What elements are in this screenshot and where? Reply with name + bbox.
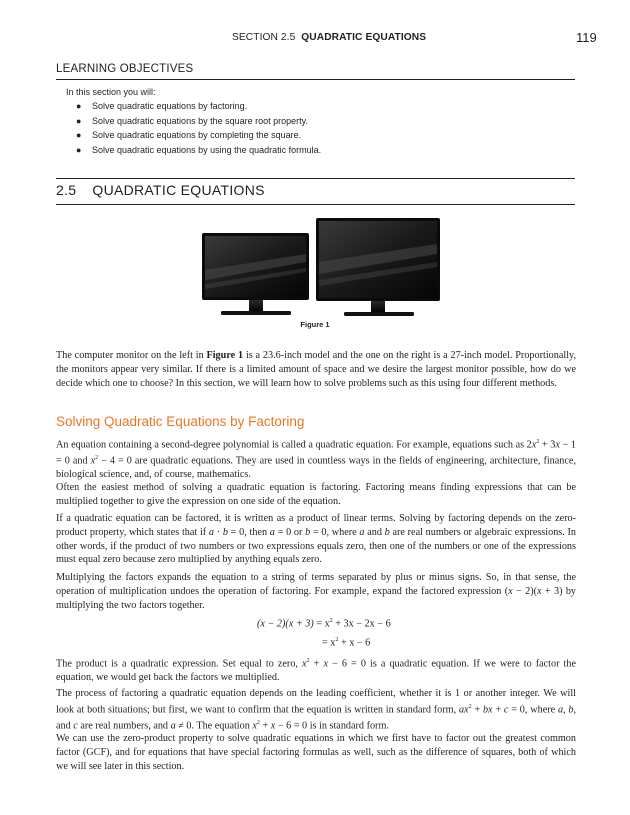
figure-monitors	[0, 210, 630, 335]
bullet-icon: ●	[76, 144, 82, 155]
list-item	[56, 101, 575, 111]
p6-text-f: , and	[56, 704, 577, 732]
running-header-section	[232, 32, 426, 43]
section-title-text: QUADRATIC EQUATIONS	[92, 182, 265, 198]
exponent: 2	[335, 637, 339, 644]
p3-text-f: and	[364, 526, 385, 538]
objective-text: Solve quadratic equations by completing the square.	[92, 130, 302, 141]
p5-text-b: +	[309, 658, 324, 670]
var-x: x	[555, 439, 560, 451]
p3-text-e: = 0, where	[310, 526, 360, 538]
exponent: 2	[536, 439, 540, 445]
p1-text-d: − 4 = 0 are quadratic equations. They are used in countless ways in the fields of engineering, architecture, finance, biological science, and, of course, mathematics.	[56, 455, 576, 481]
learning-objectives-box	[56, 83, 575, 159]
learning-objectives-list	[56, 101, 575, 155]
p1-text-c: − 1 = 0 and	[56, 439, 576, 467]
p6-text-c: +	[492, 704, 504, 716]
equation-right: = x	[316, 618, 330, 630]
monitors-illustration	[0, 210, 630, 335]
p2-text: Often the easiest method of solving a quadratic equation is factoring. Factoring means finding expressions that can be multiplied together to give the expression on one side of the equation.	[56, 482, 576, 507]
paragraph-7	[56, 732, 576, 773]
header-section-prefix: SECTION 2.5	[232, 32, 296, 43]
list-item	[56, 145, 575, 155]
list-item	[56, 116, 575, 126]
expansion-equation	[257, 613, 391, 652]
var-x: x	[302, 658, 307, 670]
p6-text-d: = 0, where	[508, 704, 558, 716]
p6-text-b: +	[471, 704, 483, 716]
paragraph-4	[56, 571, 576, 612]
running-header	[0, 30, 630, 48]
var-x: x	[323, 658, 328, 670]
subsection-title: Solving Quadratic Equations by Factoring	[56, 414, 305, 429]
equation-left: (x − 2)(x + 3)	[257, 618, 314, 630]
page-number: 119	[576, 30, 597, 45]
p3-text-g: are real numbers or algebraic expressions. In other words, if the product of two numbers or two expressions equals zero, then one of the numbers or one of the expressions must equal zero because zero multiplied by anything equals zero.	[56, 526, 577, 566]
equation-right: = x	[322, 637, 336, 649]
p6-text-h: ≠ 0. The equation	[175, 720, 253, 732]
var-a: a	[359, 526, 365, 538]
var-b: b	[482, 704, 489, 716]
paragraph-5	[56, 655, 576, 685]
var-b: b	[568, 704, 574, 716]
equation-row-2	[257, 632, 391, 651]
section-title	[56, 182, 265, 198]
figure-caption: Figure 1	[300, 320, 330, 329]
paragraph-3	[56, 512, 576, 567]
var-x: x	[488, 704, 493, 716]
p3-text-d: = 0 or	[274, 526, 306, 538]
learning-objectives-intro: In this section you will:	[66, 87, 156, 97]
bullet-icon: ●	[76, 115, 82, 126]
p3-text-b: ·	[214, 526, 223, 538]
var-a: a	[557, 704, 564, 716]
section-number: 2.5	[56, 182, 77, 198]
var-x: x	[531, 439, 537, 451]
figure-reference: Figure 1	[206, 350, 244, 361]
p7-text: We can use the zero-product property to solve quadratic equations in which we first have to factor out the greatest common factor (GCF), and for equations that have special factoring formulas as well, such as the difference of squares, both of which we will see later in this section.	[56, 733, 576, 772]
learning-objectives-title: LEARNING OBJECTIVES	[56, 63, 194, 75]
objective-text: Solve quadratic equations by the square root property.	[92, 115, 308, 126]
list-item	[56, 130, 575, 140]
var-x: x	[536, 585, 542, 597]
p6-text-e: ,	[563, 704, 569, 716]
p4-text-c: + 3) by multiplying the two factors together.	[56, 585, 577, 611]
p4-text-a: Multiplying the factors expands the equation to a string of terms separated by plus or minus signs. So, in that sense, the operation of multiplication undoes the operation of factoring. For example, expand the factored expression (	[56, 572, 576, 597]
p1-text-b: + 3	[539, 439, 556, 451]
var-a: a	[208, 526, 214, 538]
var-x: x	[464, 704, 469, 716]
var-b: b	[384, 526, 390, 538]
bullet-icon: ●	[76, 130, 82, 141]
equation-row-1	[257, 613, 391, 632]
section-rule-top	[56, 178, 575, 179]
right-monitor-icon	[316, 218, 440, 316]
var-a: a	[458, 704, 465, 716]
equation-right-b: + 3x − 2x − 6	[332, 618, 391, 630]
var-a: a	[170, 720, 176, 732]
exponent: 2	[256, 719, 260, 726]
objective-text: Solve quadratic equations by using the quadratic formula.	[92, 144, 322, 155]
var-c: c	[503, 704, 509, 716]
p6-text-j: − 6 = 0 is in standard form.	[275, 720, 389, 732]
var-a: a	[269, 526, 275, 538]
p4-text-b: − 2)(	[512, 585, 537, 597]
paragraph-1	[56, 436, 576, 482]
exponent: 2	[468, 703, 472, 710]
p3-text-c: = 0, then	[227, 526, 270, 538]
intro-text-a: The computer monitor on the left in	[56, 350, 207, 361]
exponent: 2	[95, 455, 99, 462]
p6-text-g: are real numbers, and	[77, 720, 171, 732]
p6-text-a: The process of factoring a quadratic equation depends on the leading coefficient, whether it is 1 or another integer. We will look at both situations; but first, we want to confirm that the equation is written in standard form,	[56, 688, 576, 716]
bullet-icon: ●	[76, 101, 82, 111]
header-section-title: QUADRATIC EQUATIONS	[301, 32, 427, 43]
p6-text-i: +	[259, 720, 271, 732]
p1-text-a: An equation containing a second-degree polynomial is called a quadratic equation. For example, equations such as 2	[56, 439, 532, 451]
paragraph-2	[56, 481, 576, 509]
section-rule-bottom	[56, 204, 575, 205]
var-x: x	[90, 455, 96, 467]
left-monitor-icon	[202, 233, 309, 315]
var-x: x	[270, 720, 276, 732]
p5-text-c: − 6 = 0 is a quadratic equation. If we were to factor the equation, we would get back the factors we multiplied.	[56, 658, 577, 684]
var-c: c	[73, 720, 78, 732]
var-b: b	[222, 526, 228, 538]
var-x: x	[252, 720, 257, 732]
exponent: 2	[329, 618, 333, 624]
intro-paragraph	[56, 349, 576, 390]
learning-objectives-rule	[56, 79, 575, 80]
p5-text-a: The product is a quadratic expression. Set equal to zero,	[56, 658, 303, 670]
paragraph-6	[56, 687, 576, 733]
equation-right-b: + x − 6	[338, 637, 371, 649]
intro-text-c: is a 23.6-inch model and the one on the right is a 27-inch model. Proportionally, the monitors appear very similar. If there is a limited amount of space and we desire the largest monitor possible, how do we decide which one to choose? In this section, we will learn how to solve problems such as this using four different methods.	[56, 350, 576, 389]
p3-text-a: If a quadratic equation can be factored, it is written as a product of linear terms. Solving by factoring depends on the zero-product property, which states that if	[56, 513, 576, 538]
var-x: x	[508, 585, 513, 597]
exponent: 2	[306, 658, 310, 664]
var-b: b	[305, 526, 311, 538]
objective-text: Solve quadratic equations by factoring.	[92, 101, 248, 111]
